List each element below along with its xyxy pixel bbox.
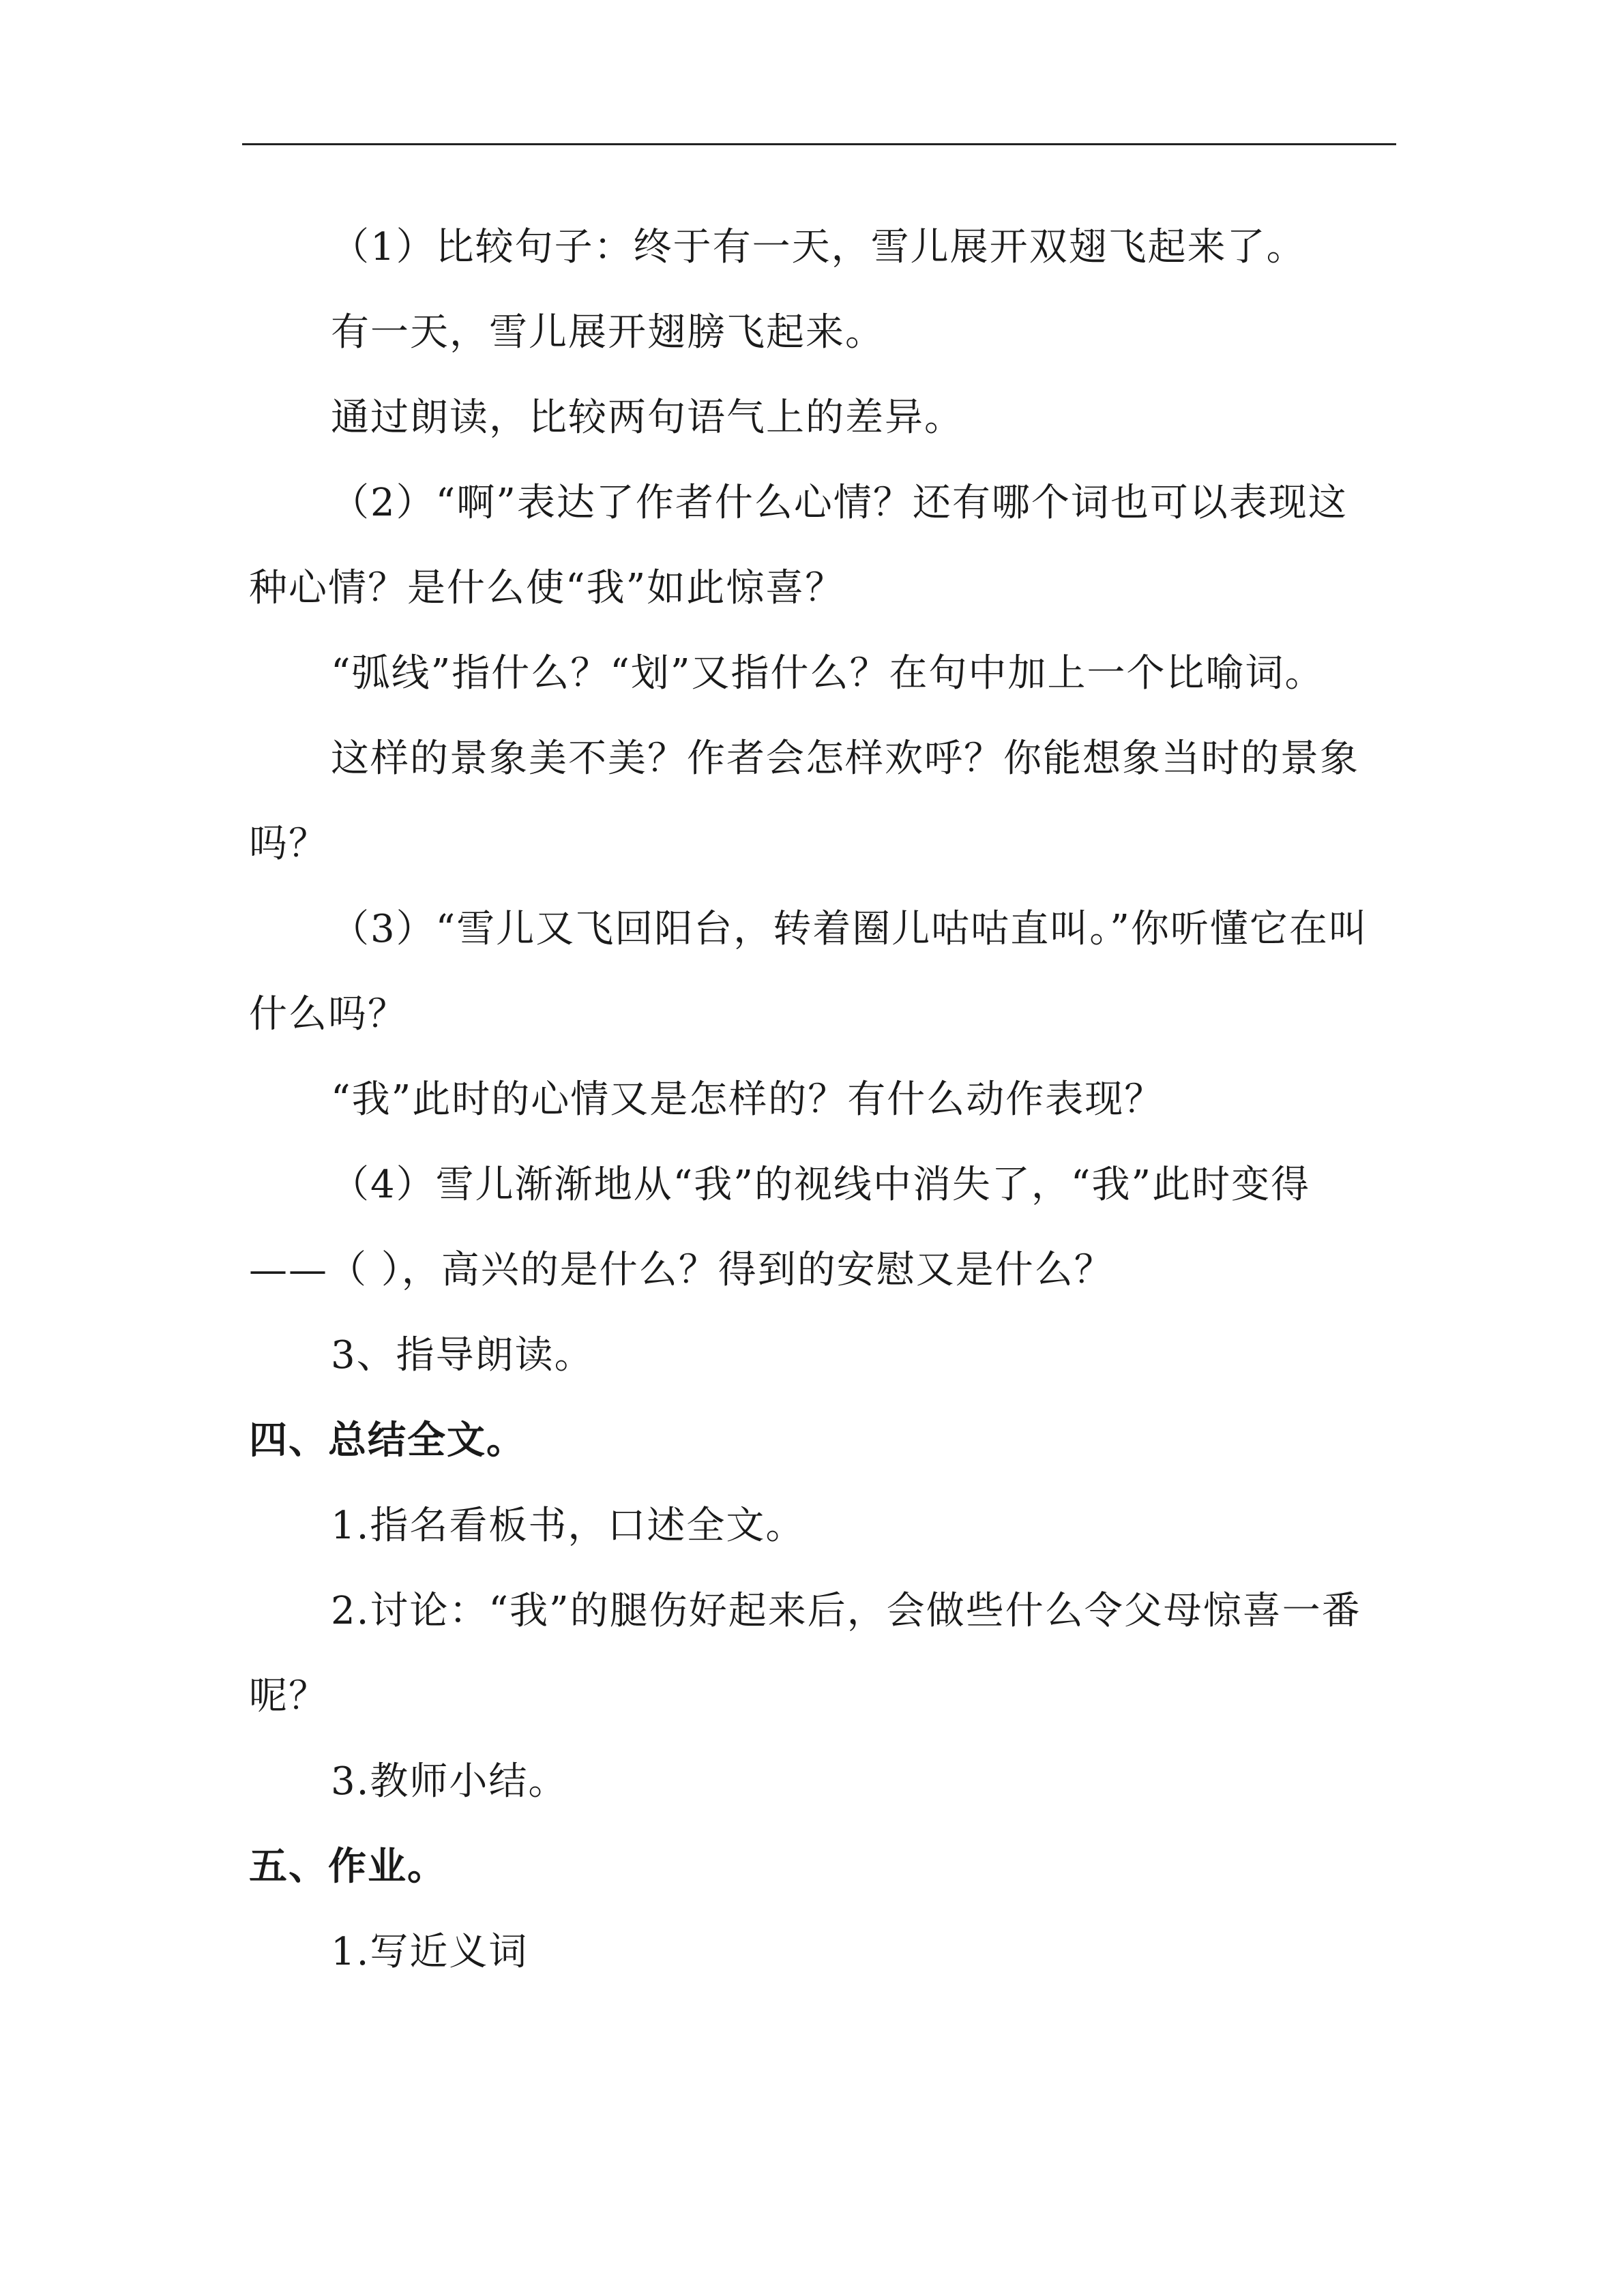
paragraph: （2）“啊”表达了作者什么心情？还有哪个词也可以表现这种心情？是什么使“我”如此惊喜？	[249, 481, 1348, 610]
document-body	[249, 205, 1383, 1995]
paragraph: “弧线”指什么？“划”又指什么？在句中加上一个比喻词。	[331, 651, 1325, 696]
list-item: 2.讨论：“我”的腿伤好起来后，会做些什么令父母惊喜一番呢？	[249, 1589, 1361, 1718]
paragraph: 有一天，雪儿展开翅膀飞起来。	[331, 310, 885, 355]
paragraph: （3）“雪儿又飞回阳台，转着圈儿咕咕直叫。”你听懂它在叫什么吗？	[249, 907, 1368, 1037]
section-heading-summary: 四、总结全文。	[249, 1418, 526, 1463]
paragraph: （1）比较句子：终于有一天，雪儿展开双翅飞起来了。	[331, 225, 1306, 269]
paragraph: 通过朗读，比较两句语气上的差异。	[331, 396, 964, 440]
list-item: 1.写近义词	[331, 1930, 529, 1974]
paragraph: （4）雪儿渐渐地从“我”的视线中消失了，“我”此时变得——（ ），高兴的是什么？得到的安慰又是什么？	[249, 1163, 1311, 1292]
list-item: 1.指名看板书，口述全文。	[331, 1504, 806, 1548]
paragraph: 这样的景象美不美？作者会怎样欢呼？你能想象当时的景象吗？	[249, 736, 1359, 866]
header-rule	[242, 143, 1396, 145]
list-item: 3.教师小结。	[331, 1759, 568, 1804]
paragraph: 3、指导朗读。	[331, 1333, 594, 1377]
section-heading-homework: 五、作业。	[249, 1844, 447, 1889]
paragraph: “我”此时的心情又是怎样的？有什么动作表现？	[331, 1077, 1164, 1122]
